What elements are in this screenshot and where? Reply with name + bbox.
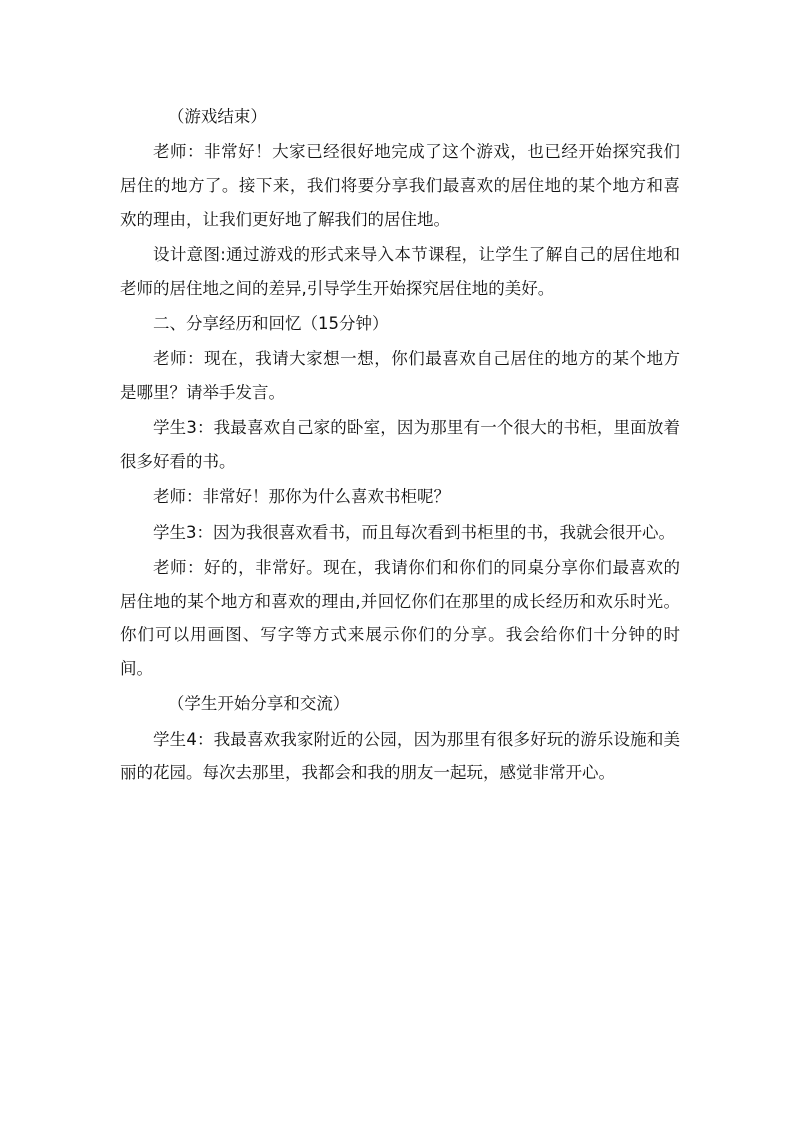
design-intent: 设计意图:通过游戏的形式来导入本节课程，让学生了解自己的居住地和老师的居住地之间的差异,引导学生开始探究居住地的美好。 [120,244,680,298]
stage-direction-game-end: （游戏结束） [167,107,267,126]
section-heading: 二、分享经历和回忆（15分钟） [153,313,389,333]
teacher-line: 老师：非常好！那你为什么喜欢书柜呢？ [153,487,450,507]
document-page [120,100,680,792]
teacher-line: 老师：现在，我请大家想一想，你们最喜欢自己居住的地方的某个地方是哪里？请举手发言。 [120,349,680,402]
student-line: 学生3：因为我很喜欢看书，而且每次看到书柜里的书，我就会很开心。 [153,522,675,542]
stage-direction-sharing: （学生开始分享和交流） [167,694,350,714]
teacher-line: 老师：非常好！大家已经很好地完成了这个游戏，也已经开始探究我们居住的地方了。接下来，我们将要分享我们最喜欢的居住地的某个地方和喜欢的理由，让我们更好地了解我们的居住地。 [120,142,680,229]
student-line: 学生4：我最喜欢我家附近的公园，因为那里有很多好玩的游乐设施和美丽的花园。每次去那里，我都会和我的朋友一起玩，感觉非常开心。 [120,729,680,783]
teacher-line: 老师：好的，非常好。现在，我请你们和你们的同桌分享你们最喜欢的居住地的某个地方和喜欢的理由,并回忆你们在那里的成长经历和欢乐时光。你们可以用画图、写字等方式来展示你们的分享。我会给你们十分钟的时间。 [120,558,680,678]
student-line: 学生3：我最喜欢自己家的卧室，因为那里有一个很大的书柜，里面放着很多好看的书。 [120,418,680,471]
